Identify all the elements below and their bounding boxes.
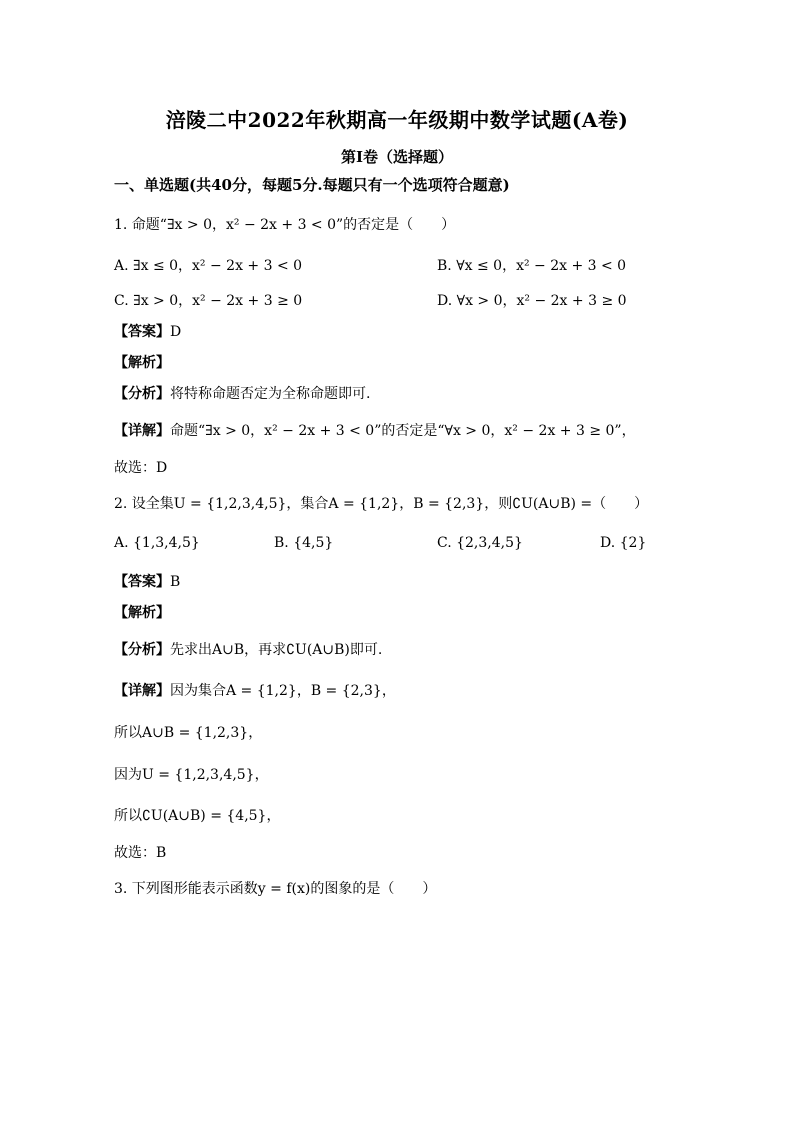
question-1-analysis-tag: 【解析】 (114, 355, 170, 371)
question-2-xiangjie (114, 680, 396, 700)
question-1-stem: 1. 命题“∃x > 0，x² − 2x + 3 < 0”的否定是（ ） (114, 217, 456, 233)
question-3-stem: 3. 下列图形能表示函数y = f(x)的图象的是（ ） (114, 881, 437, 897)
page-title: 涪陵二中2022年秋期高一年级期中数学试题(A卷) (165, 108, 629, 132)
question-1-option-b: B. ∀x ≤ 0，x² − 2x + 3 < 0 (437, 258, 627, 274)
question-2-analysis-tag: 【解析】 (114, 605, 170, 621)
answer-tag: 【答案】 (114, 324, 170, 340)
xiangjie-text: 命题“∃x > 0，x² − 2x + 3 < 0”的否定是“∀x > 0，x² − 2x + 3 ≥ 0”， (170, 423, 636, 439)
fenxi-text: 将特称命题否定为全称命题即可. (170, 386, 371, 402)
fenxi-tag: 【分析】 (114, 386, 170, 402)
question-2-answer (114, 571, 180, 591)
question-1-option-c: C. ∃x > 0，x² − 2x + 3 ≥ 0 (114, 293, 303, 309)
question-1-option-a: A. ∃x ≤ 0，x² − 2x + 3 < 0 (114, 258, 303, 274)
page-subtitle: 第Ⅰ卷（选择题） (340, 148, 454, 166)
question-1-answer (114, 321, 181, 341)
question-2-stem: 2. 设全集U = {1,2,3,4,5}，集合A = {1,2}，B = {2,3}，则∁U(A∪B) =（ ） (114, 496, 649, 512)
xiangjie-tag: 【详解】 (114, 683, 170, 699)
question-2-conclusion: 故选：B (114, 845, 167, 861)
fenxi-tag: 【分析】 (114, 642, 170, 658)
answer-tag: 【答案】 (114, 574, 170, 590)
answer-value: B (170, 574, 181, 590)
question-2-option-d: D. {2} (600, 535, 647, 551)
question-2-fenxi (114, 639, 382, 659)
question-2-option-c: C. {2,3,4,5} (437, 535, 523, 551)
section-heading: 一、单选题(共40分，每题5分.每题只有一个选项符合题意) (114, 176, 510, 194)
question-1-option-d: D. ∀x > 0，x² − 2x + 3 ≥ 0 (437, 293, 627, 309)
question-1-fenxi (114, 383, 370, 403)
fenxi-text: 先求出A∪B，再求∁U(A∪B)即可. (170, 642, 383, 658)
question-2-step-3: 所以∁U(A∪B) = {4,5}， (114, 808, 281, 824)
question-2-step-2: 因为U = {1,2,3,4,5}， (114, 767, 269, 783)
xiangjie-text: 因为集合A = {1,2}，B = {2,3}， (170, 683, 396, 699)
question-2-option-b: B. {4,5} (274, 535, 334, 551)
question-1-conclusion: 故选：D (114, 460, 168, 476)
question-1-xiangjie (114, 420, 636, 440)
answer-value: D (170, 324, 182, 340)
xiangjie-tag: 【详解】 (114, 423, 170, 439)
question-2-step-1: 所以A∪B = {1,2,3}， (114, 725, 263, 741)
question-2-option-a: A. {1,3,4,5} (114, 535, 200, 551)
